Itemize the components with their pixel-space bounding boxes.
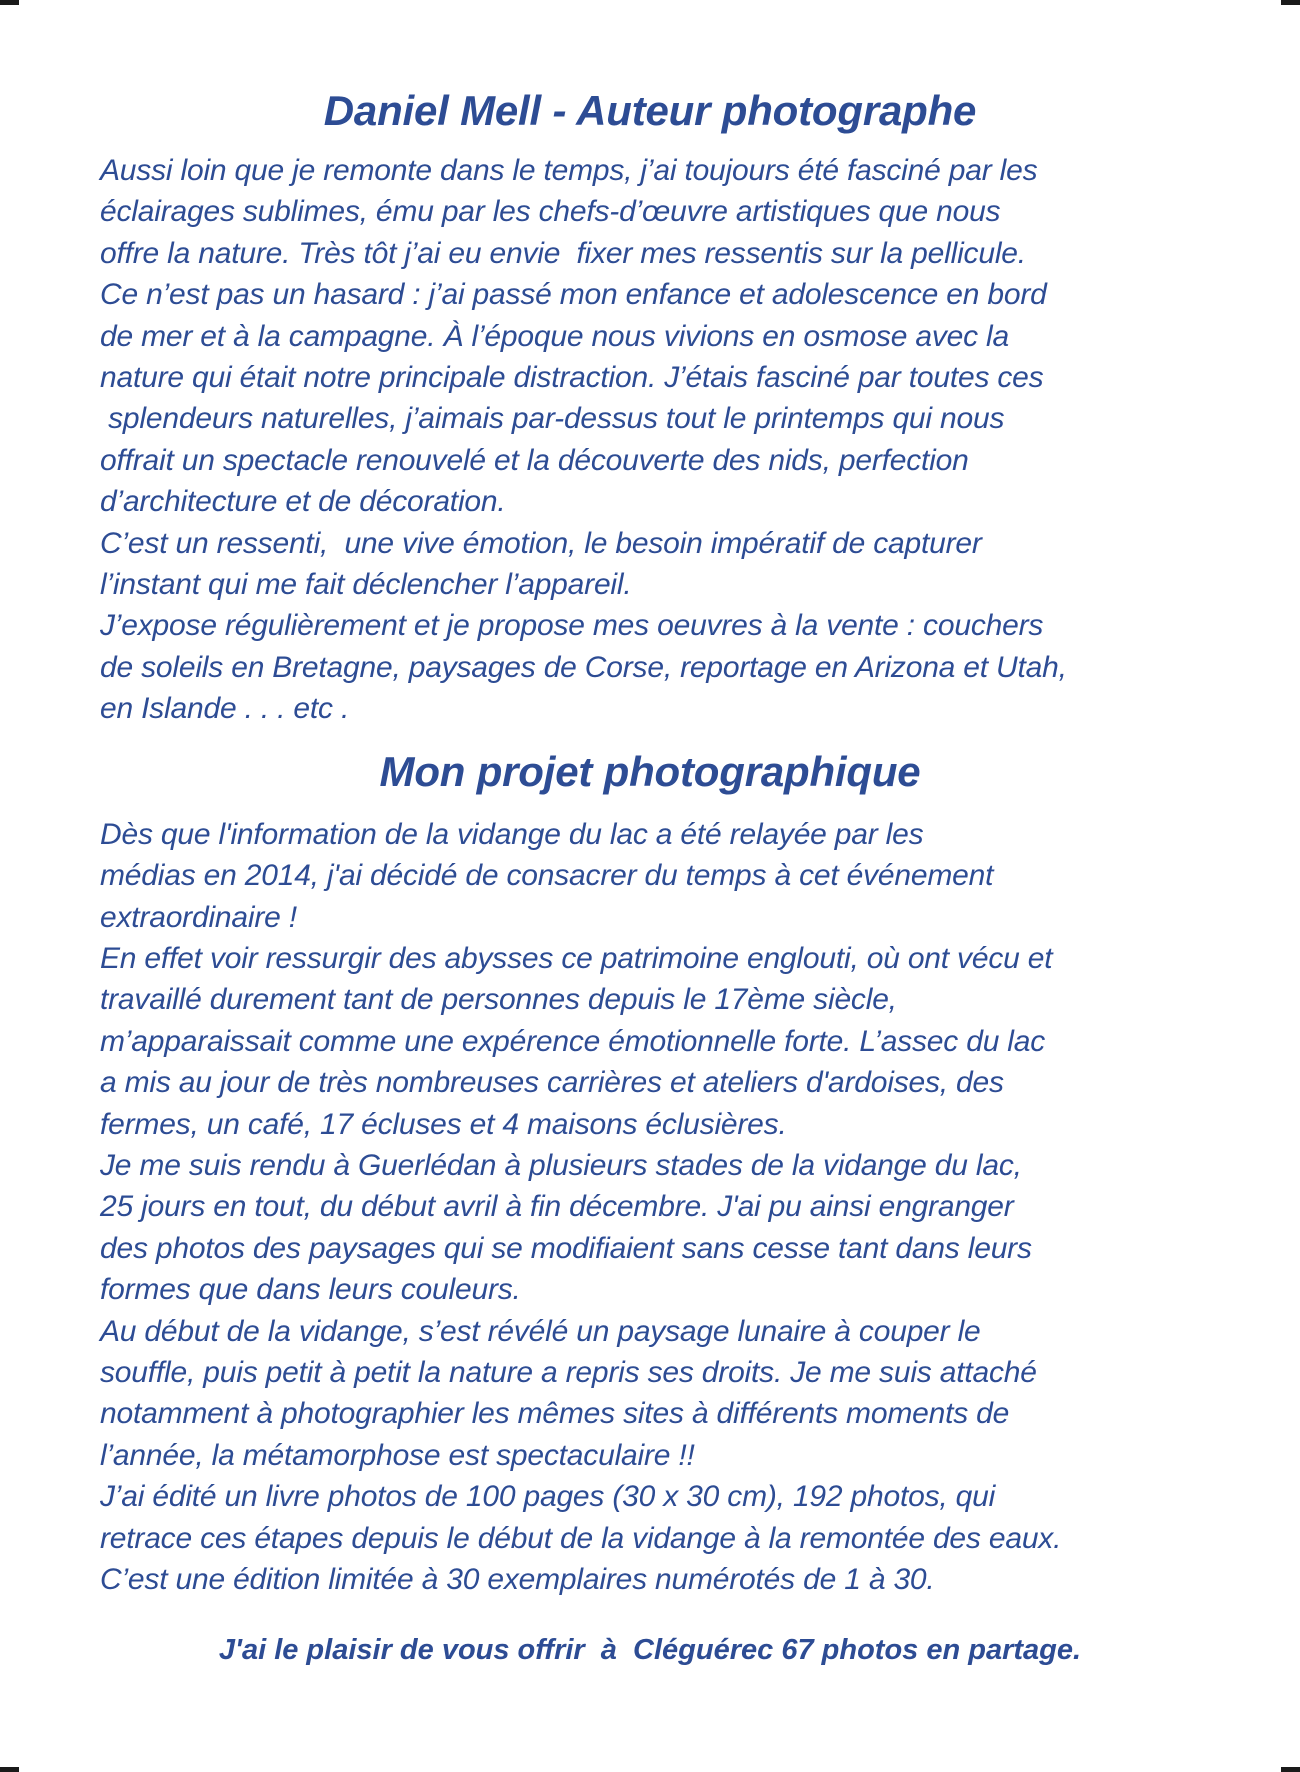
text-line: offre la nature. Très tôt j’ai eu envie fixer mes ressentis sur la pellicule. [100, 236, 1026, 270]
crop-mark-bottom-left [0, 1767, 19, 1772]
text-line: l’instant qui me fait déclencher l’appareil. [100, 568, 632, 602]
text-line: éclairages sublimes, ému par les chefs-d’œuvre artistiques que nous [100, 195, 1001, 229]
text-line: J’ai édité un livre photos de 100 pages (30 x 30 cm), 192 photos, qui [100, 1480, 996, 1514]
text-line: fermes, un café, 17 écluses et 4 maisons éclusières. [100, 1107, 787, 1141]
crop-mark-top-right [1281, 0, 1300, 5]
text-line: extraordinaire ! [100, 900, 297, 934]
text-line: C’est une édition limitée à 30 exemplaires numérotés de 1 à 30. [100, 1563, 935, 1596]
text-line: m’apparaissait comme une expérence émotionnelle forte. L’assec du lac [100, 1024, 1046, 1058]
crop-mark-bottom-right [1281, 1767, 1300, 1772]
text-line: En effet voir ressurgir des abysses ce patrimoine englouti, où ont vécu et [100, 941, 1053, 975]
text-line: formes que dans leurs couleurs. [100, 1273, 521, 1307]
author-title-heading: Daniel Mell - Auteur photographe [323, 87, 977, 134]
text-line: nature qui était notre principale distraction. J’étais fasciné par toutes ces [100, 361, 1044, 395]
text-line: notamment à photographier les mêmes sites à différents moments de [100, 1397, 1010, 1431]
text-line: de mer et à la campagne. À l’époque nous vivions en osmose avec la [100, 319, 1010, 353]
text-line: en Islande . . . etc . [100, 692, 350, 726]
text-line: 25 jours en tout, du début avril à fin décembre. J'ai pu ainsi engranger [100, 1190, 1014, 1224]
text-line: offrait un spectacle renouvelé et la découverte des nids, perfection [100, 443, 969, 477]
text-line: J’expose régulièrement et je propose mes oeuvres à la vente : couchers [100, 609, 1044, 643]
text-line: Au début de la vidange, s’est révélé un paysage lunaire à couper le [100, 1314, 981, 1348]
text-line: de soleils en Bretagne, paysages de Corse, reportage en Arizona et Utah, [100, 650, 1067, 684]
text-line: souffle, puis petit à petit la nature a repris ses droits. Je me suis attaché [100, 1355, 1037, 1389]
text-line: a mis au jour de très nombreuses carrières et ateliers d'ardoises, des [100, 1066, 1004, 1100]
text-line: C’est un ressenti, une vive émotion, le besoin impératif de capturer [100, 526, 982, 560]
text-line: Ce n’est pas un hasard : j’ai passé mon enfance et adolescence en bord [100, 278, 1047, 312]
crop-mark-top-left [0, 0, 19, 5]
text-line: d’architecture et de décoration. [100, 485, 506, 519]
text-line: retrace ces étapes depuis le début de la vidange à la remontée des eaux. [100, 1521, 1062, 1555]
text-line: médias en 2014, j'ai décidé de consacrer du temps à cet événement [100, 859, 994, 893]
author-bio-paragraph [100, 150, 1240, 730]
text-line: travaillé durement tant de personnes depuis le 17ème siècle, [100, 983, 897, 1017]
text-line: Dès que l'information de la vidange du lac a été relayée par les [100, 817, 924, 851]
text-line: splendeurs naturelles, j’aimais par-dessus tout le printemps qui nous [100, 402, 1005, 436]
text-line: l’année, la métamorphose est spectaculaire !! [100, 1438, 695, 1472]
text-line: Aussi loin que je remonte dans le temps, j’ai toujours été fasciné par les [100, 154, 1038, 187]
text-line: des photos des paysages qui se modifiaient sans cesse tant dans leurs [100, 1231, 1032, 1265]
text-line: Je me suis rendu à Guerlédan à plusieurs stades de la vidange du lac, [100, 1148, 1022, 1182]
project-paragraph [100, 814, 1240, 1601]
project-section-heading: Mon projet photographique [379, 747, 921, 795]
closing-offer-line: J'ai le plaisir de vous offrir à Cléguérec 67 photos en partage. [218, 1634, 1082, 1667]
